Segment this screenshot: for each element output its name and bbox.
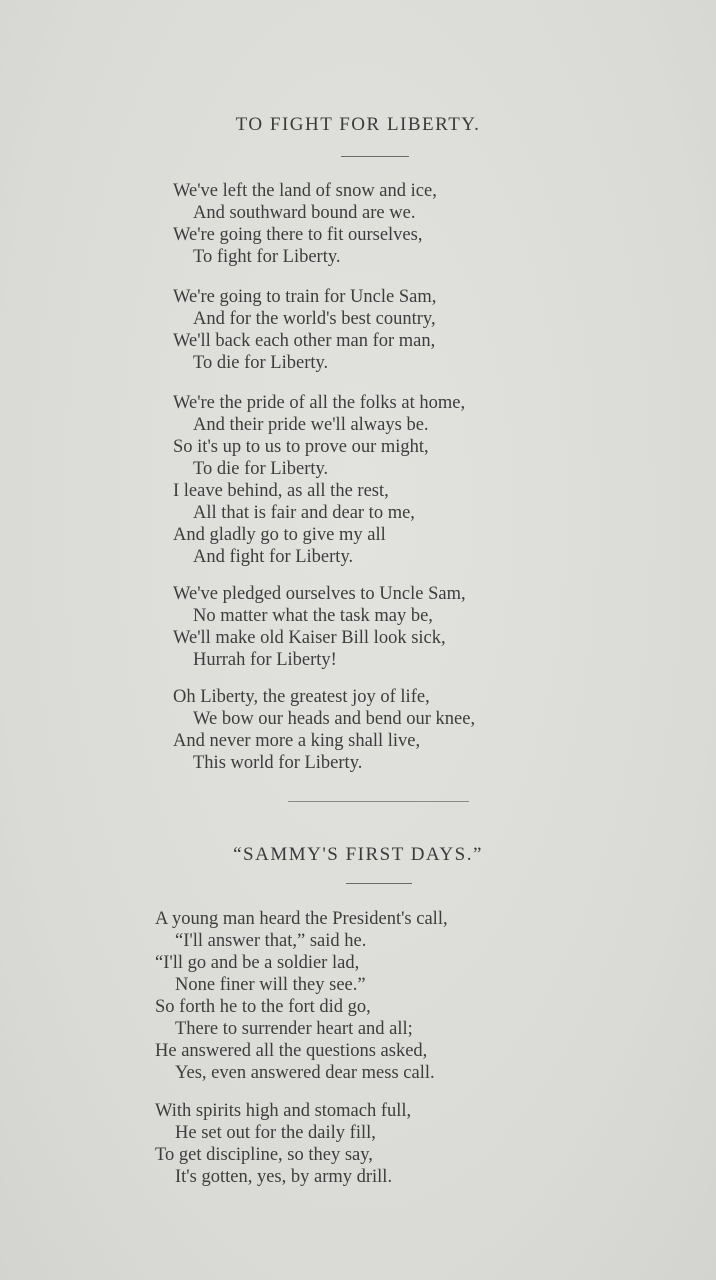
poem-line: There to surrender heart and all; (175, 1019, 413, 1039)
poem-line: Oh Liberty, the greatest joy of life, (173, 687, 430, 707)
poem-stanza (173, 583, 466, 671)
section-divider-rule (288, 801, 469, 802)
poem-line: And fight for Liberty. (193, 547, 354, 567)
poem-line: To die for Liberty. (193, 353, 329, 373)
poem-title-sammys-first-days: “SAMMY'S FIRST DAYS.” (233, 844, 483, 865)
poem-line: And their pride we'll always be. (193, 415, 429, 435)
poem-stanza (173, 180, 437, 268)
poem-line: And never more a king shall live, (173, 731, 421, 751)
poem-line: With spirits high and stomach full, (155, 1101, 412, 1121)
poem-line: A young man heard the President's call, (155, 909, 448, 929)
poem-line: I leave behind, as all the rest, (173, 481, 389, 501)
poem-line: To die for Liberty. (193, 459, 329, 479)
title-underline-rule (341, 156, 409, 157)
poem-line: We'll make old Kaiser Bill look sick, (173, 628, 446, 648)
poem-line: None finer will they see.” (175, 975, 366, 995)
poem-line: We'll back each other man for man, (173, 331, 436, 351)
poem-line: We're going there to fit ourselves, (173, 225, 423, 245)
poem-line: To fight for Liberty. (193, 247, 341, 267)
poem-line: We've pledged ourselves to Uncle Sam, (173, 584, 466, 604)
poem-line: He answered all the questions asked, (155, 1041, 428, 1061)
poem-line: And gladly go to give my all (173, 525, 386, 545)
poem-line: We bow our heads and bend our knee, (193, 709, 476, 729)
poem-line: And southward bound are we. (193, 203, 416, 223)
poem-stanza (155, 1100, 411, 1188)
poem-line: “I'll answer that,” said he. (175, 931, 367, 951)
poem-line: So forth he to the fort did go, (155, 997, 371, 1017)
poem-line: All that is fair and dear to me, (193, 503, 415, 523)
title-underline-rule (346, 883, 412, 884)
poem-line: No matter what the task may be, (193, 606, 433, 626)
poem-title-fight-for-liberty: TO FIGHT FOR LIBERTY. (235, 114, 481, 135)
poem-line: Hurrah for Liberty! (193, 650, 337, 670)
poem-line: He set out for the daily fill, (175, 1123, 376, 1143)
poem-line: We're going to train for Uncle Sam, (173, 287, 437, 307)
poem-line: We've left the land of snow and ice, (173, 181, 437, 201)
poem-line: “I'll go and be a soldier lad, (155, 953, 360, 973)
poem-stanza (173, 686, 475, 774)
poem-line: We're the pride of all the folks at home, (173, 393, 466, 413)
poem-stanza (155, 908, 448, 1084)
poem-line: So it's up to us to prove our might, (173, 437, 429, 457)
poem-stanza (173, 392, 465, 568)
poem-stanza (173, 286, 436, 374)
poem-line: This world for Liberty. (193, 753, 363, 773)
poem-line: It's gotten, yes, by army drill. (175, 1167, 393, 1187)
poem-line: And for the world's best country, (193, 309, 436, 329)
poem-line: To get discipline, so they say, (155, 1145, 373, 1165)
poem-line: Yes, even answered dear mess call. (175, 1063, 435, 1083)
